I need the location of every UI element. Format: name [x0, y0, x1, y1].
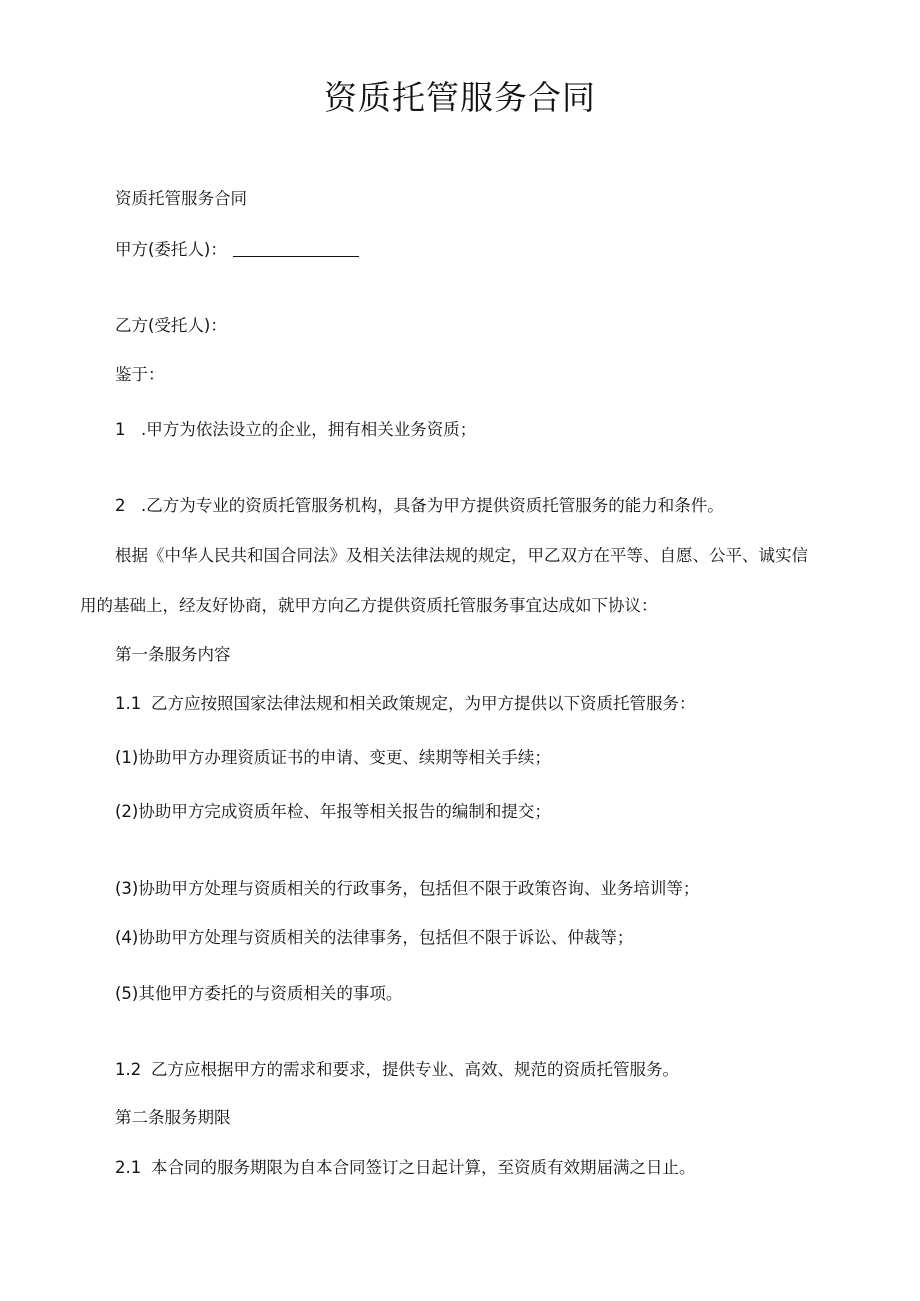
article-1-heading: 第一条服务内容 [115, 645, 231, 664]
recital-1-number: 1 [115, 420, 126, 439]
recital-2-number: 2 [115, 496, 126, 515]
clause-2-1-number: 2.1 [115, 1158, 142, 1177]
recital-2 [115, 494, 724, 518]
whereas-heading: 鉴于： [115, 365, 165, 384]
clause-1-2 [115, 1058, 679, 1082]
clause-1-1-text: 乙方应按照国家法律法规和相关政策规定，为甲方提供以下资质托管服务： [151, 694, 696, 713]
service-item-5: (5)其他甲方委托的与资质相关的事项。 [115, 984, 403, 1003]
service-item-3: (3)协助甲方处理与资质相关的行政事务，包括但不限于政策咨询、业务培训等； [115, 879, 700, 898]
basis-paragraph-line-2: 用的基础上，经友好协商，就甲方向乙方提供资质托管服务事宜达成如下协议： [80, 596, 658, 615]
clause-1-1 [115, 692, 696, 716]
party-a-signature-blank [233, 240, 359, 257]
party-b-label: 乙方(受托人)： [115, 316, 227, 335]
party-a-label: 甲方(委托人)： [115, 240, 227, 259]
clause-2-1-text: 本合同的服务期限为自本合同签订之日起计算，至资质有效期届满之日止。 [151, 1158, 696, 1177]
service-item-2: (2)协助甲方完成资质年检、年报等相关报告的编制和提交； [115, 802, 551, 821]
recital-1 [115, 418, 476, 442]
article-2-heading: 第二条服务期限 [115, 1108, 231, 1127]
service-item-1: (1)协助甲方办理资质证书的申请、变更、续期等相关手续； [115, 748, 551, 767]
clause-2-1 [115, 1156, 696, 1180]
document-subtitle: 资质托管服务合同 [115, 189, 247, 208]
party-a-line [115, 238, 359, 262]
service-item-4: (4)协助甲方处理与资质相关的法律事务，包括但不限于诉讼、仲裁等； [115, 928, 634, 947]
recital-1-text: .甲方为依法设立的企业，拥有相关业务资质； [141, 420, 477, 439]
clause-1-2-number: 1.2 [115, 1060, 142, 1079]
clause-1-2-text: 乙方应根据甲方的需求和要求，提供专业、高效、规范的资质托管服务。 [151, 1060, 679, 1079]
recital-2-text: .乙方为专业的资质托管服务机构，具备为甲方提供资质托管服务的能力和条件。 [141, 496, 724, 515]
page-title: 资质托管服务合同 [324, 78, 596, 117]
clause-1-1-number: 1.1 [115, 694, 142, 713]
basis-paragraph-line-1: 根据《中华人民共和国合同法》及相关法律法规的规定，甲乙双方在平等、自愿、公平、诚实信 [115, 546, 808, 565]
